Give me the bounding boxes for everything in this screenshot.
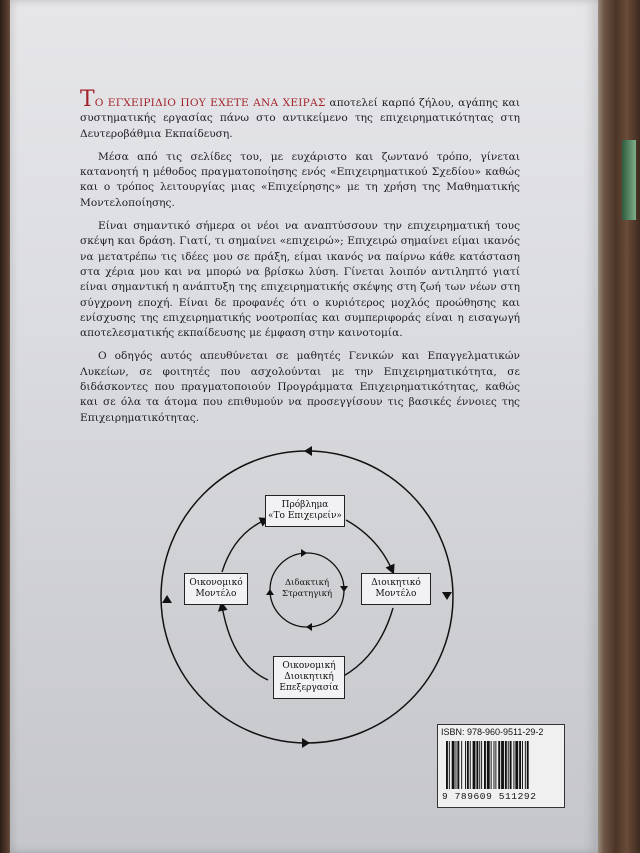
barcode-bar <box>473 741 476 789</box>
paragraph-2: Μέσα από τις σελίδες του, με ευχάριστο και ζωντανό τρόπο, γίνεται κατανοητή η μέθοδος πραγματοποίησης ενός «Επιχειρηματικού Σχεδίου» καθώς και ο τρόπος λειτουργίας μιας «Επιχείρησης» με τη χρήση της Μαθηματικής Μοντελοποίησης. <box>80 150 520 209</box>
paragraph-3: Είναι σημαντικό σήμερα οι νέοι να αναπτύσσουν την επιχειρηματική τους σκέψη και δράση. Γιατί, τι σημαίνει «επιχειρώ»; Επιχειρώ σημαίνει είμαι ικανός να μετατρέπω τις ιδέες μου σε πράξη, είμαι ικανός να παίρνω κάθε κατάσταση στα χέρια μου και να μπορώ να βρίσκω λύση. Γίνεται λοιπόν αντιληπτό γιατί είναι σημαντική η ανάπτυξη της επιχειρηματικής σκέψης στη ζωή των νέων στη σύγχρονη εποχή. Είναι δε προφανές ότι ο κυριότερος μοχλός προώθησης και ενίσχυσης της επιχειρηματικής νοοτροπίας και συμπεριφοράς είναι η εισαγωγή αποτελεσματικής εκπαίδευσης με έμφαση στην καινοτομία. <box>80 220 520 340</box>
inner-arrow-top <box>301 549 307 557</box>
barcode-bar <box>495 741 496 789</box>
box-processing <box>273 656 345 699</box>
barcode-bar <box>487 741 490 789</box>
box-administrative-model <box>361 573 431 605</box>
arc-left-top <box>222 520 265 572</box>
box-economic-line2: Μοντέλο <box>195 589 237 599</box>
outer-arrow-top <box>304 446 312 456</box>
barcode-bar <box>510 741 512 789</box>
barcode-bar <box>505 741 507 789</box>
barcode-bar <box>456 741 457 789</box>
barcode-bar <box>470 741 471 789</box>
isbn-label: ISBN: 978-960-9511-29-2 <box>441 727 544 737</box>
isbn-barcode <box>437 724 565 808</box>
outer-arrow-right <box>442 592 452 600</box>
barcode-bar <box>467 741 469 789</box>
box-economic-model <box>184 573 248 605</box>
barcode-bar <box>527 741 529 789</box>
box-problem-line2: «Το Επιχειρείν» <box>268 511 342 521</box>
barcode-bar <box>515 741 518 789</box>
intro-caps: Ο ΕΓΧΕΙΡΙΔΙΟ ΠΟΥ ΕΧΕΤΕ ΑΝΑ ΧΕΙΡΑΣ <box>94 97 326 109</box>
arc-bottom-left <box>222 606 268 680</box>
barcode-bar <box>522 741 523 789</box>
barcode-bar <box>501 741 504 789</box>
arc-top-right <box>346 520 392 570</box>
box-processing-line3: Επεξεργασία <box>279 683 339 693</box>
drop-cap: Τ <box>80 87 95 112</box>
barcode-bar <box>476 741 478 789</box>
barcode-bar <box>513 741 514 789</box>
barcode-bar <box>479 741 480 789</box>
barcode-bar <box>519 741 521 789</box>
outer-arrow-left <box>162 595 172 603</box>
barcode-bar <box>494 741 495 789</box>
center-line1: Διδακτική <box>284 578 330 588</box>
barcode-bar <box>484 741 486 789</box>
box-processing-line2: Διοικητική <box>284 672 334 682</box>
barcode-digits: 9 789609 511292 <box>442 791 537 802</box>
barcode-bar <box>498 741 500 789</box>
barcode-bar <box>457 741 459 789</box>
box-economic-line1: Οικονομικό <box>189 578 243 588</box>
barcode-bar <box>452 741 455 789</box>
barcode-bar <box>508 741 509 789</box>
intro-rest: αποτελεί καρπό ζήλου, αγάπης και συστηματικής εργασίας πάνω στο αντικείμενο της επιχειρηματικότητας στη Δευτεροβάθμια Εκπαίδευση. <box>80 97 520 140</box>
barcode-bar <box>449 741 450 789</box>
box-problem <box>265 495 345 527</box>
barcode-bar <box>465 741 466 789</box>
center-strategy <box>272 578 342 600</box>
barcode-bar <box>525 741 526 789</box>
box-processing-line1: Οικονομική <box>282 661 336 671</box>
outer-arrow-bottom <box>302 738 310 748</box>
center-line2: Στρατηγική <box>281 589 333 599</box>
box-admin-line2: Μοντέλο <box>375 589 417 599</box>
paragraph-4: Ο οδηγός αυτός απευθύνεται σε μαθητές Γενικών και Επαγγελματικών Λυκείων, σε φοιτητές που ασχολούνται με την Επιχειρηματικότητα, σε διδάσκοντες που πραγματοποιούν Προγράμματα Επιχειρηματικότητας, καθώς και σε όλα τα άτομα που επιθυμούν να προσεγγίσουν τις βασικές έννοιες της Επιχειρηματικότητας. <box>80 350 520 424</box>
box-problem-line1: Πρόβλημα <box>281 500 329 510</box>
barcode-bar <box>481 741 482 789</box>
barcode-bar <box>446 741 448 789</box>
box-admin-line1: Διοικητικό <box>371 578 421 588</box>
barcode-bar <box>461 741 462 789</box>
barcode-bar <box>491 741 492 789</box>
inner-arrow-bottom <box>306 623 312 631</box>
